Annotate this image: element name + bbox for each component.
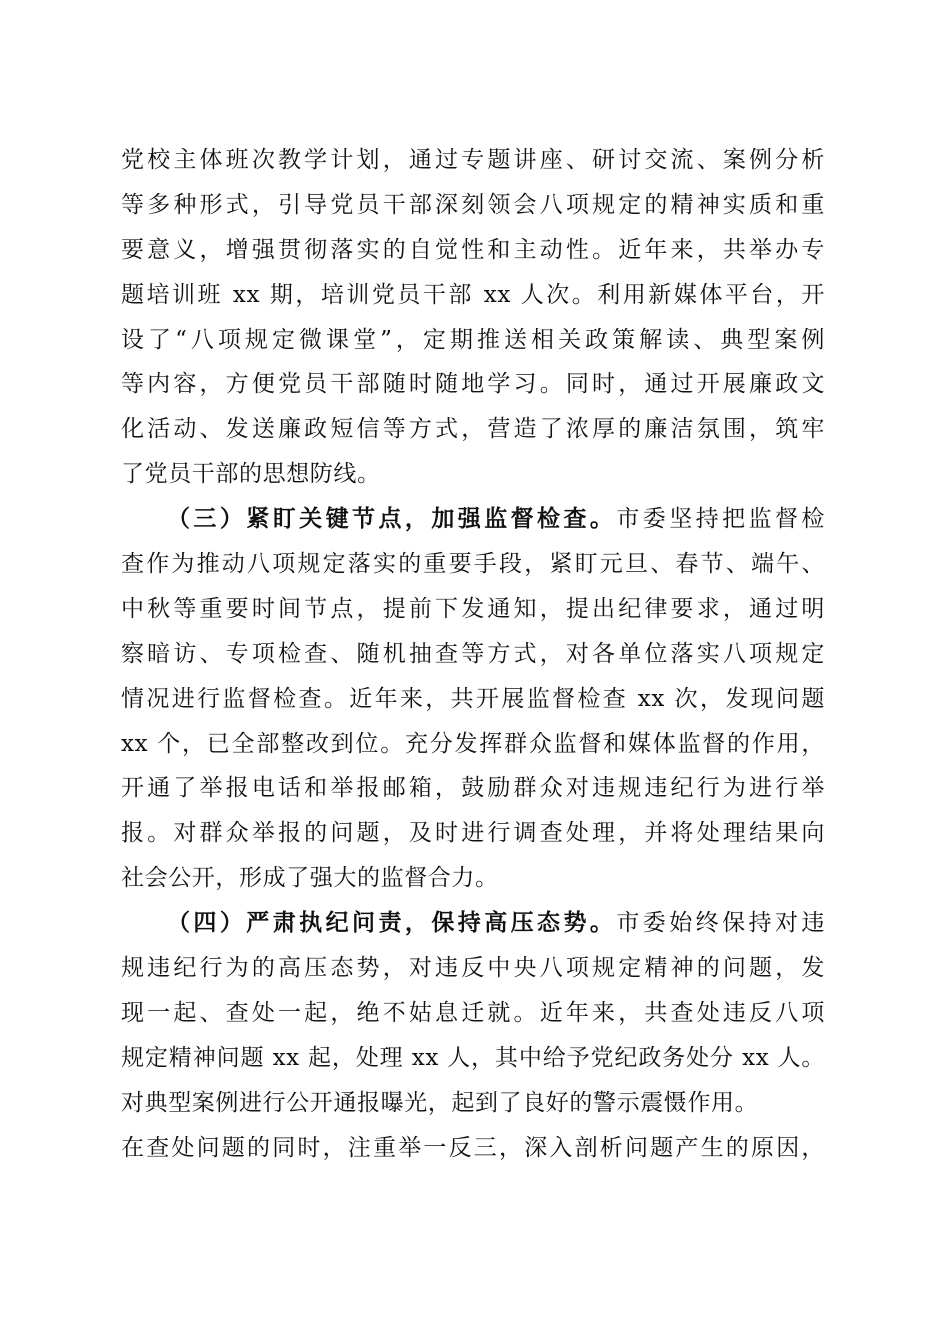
text-line: 题培训班 xx 期，培训党员干部 xx 人次。利用新媒体平台，开	[121, 281, 825, 308]
text-line: 查作为推动八项规定落实的重要手段，紧盯元旦、春节、端午、	[121, 551, 825, 578]
text-line: 察暗访、专项检查、随机抽查等方式，对各单位落实八项规定	[121, 640, 825, 667]
text-line: 了党员干部的思想防线。	[121, 461, 381, 488]
text-line: 在查处问题的同时，注重举一反三，深入剖析问题产生的原因，	[121, 1134, 825, 1161]
text-line: 社会公开，形成了强大的监督合力。	[121, 865, 499, 892]
text-line: 情况进行监督检查。近年来，共开展监督检查 xx 次，发现问题	[121, 685, 825, 712]
text-line: 对典型案例进行公开通报曝光，起到了良好的警示震慑作用。	[121, 1089, 759, 1116]
text-line: 规违纪行为的高压态势，对违反中央八项规定精神的问题，发	[121, 955, 825, 982]
paragraph-first-line	[121, 901, 825, 946]
text-line: 现一起、查处一起，绝不姑息迁就。近年来，共查处违反八项	[121, 999, 825, 1026]
text-span: 市委坚持把监督检	[616, 506, 825, 533]
text-line: 等多种形式，引导党员干部深刻领会八项规定的精神实质和重	[121, 191, 825, 218]
text-line: 设了“八项规定微课堂”，定期推送相关政策解读、典型案例	[121, 326, 825, 353]
text-line: 要意义，增强贯彻落实的自觉性和主动性。近年来，共举办专	[121, 236, 825, 263]
paragraph-3	[121, 901, 825, 1170]
text-line: 报。对群众举报的问题，及时进行调查处理，并将处理结果向	[121, 820, 825, 847]
text-line: 等内容，方便党员干部随时随地学习。同时，通过开展廉政文	[121, 371, 825, 398]
paragraph-1	[121, 138, 825, 497]
body-text	[121, 138, 825, 1170]
text-line: xx 个，已全部整改到位。充分发挥群众监督和媒体监督的作用，	[121, 730, 825, 757]
text-line: 中秋等重要时间节点，提前下发通知，提出纪律要求，通过明	[121, 595, 825, 622]
text-line: 规定精神问题 xx 起，处理 xx 人，其中给予党纪政务处分 xx 人。	[121, 1044, 825, 1071]
section-heading-4: （四）严肃执纪问责，保持高压态势。	[167, 909, 617, 937]
text-line: 化活动、发送廉政短信等方式，营造了浓厚的廉洁氛围，筑牢	[121, 416, 825, 443]
paragraph-first-line	[121, 497, 825, 542]
text-span: 市委始终保持对违	[616, 910, 825, 937]
text-line: 党校主体班次教学计划，通过专题讲座、研讨交流、案例分析	[121, 147, 825, 173]
text-line: 开通了举报电话和举报邮箱，鼓励群众对违规违纪行为进行举	[121, 775, 825, 802]
paragraph-2	[121, 497, 825, 901]
section-heading-3: （三）紧盯关键节点，加强监督检查。	[167, 505, 617, 533]
